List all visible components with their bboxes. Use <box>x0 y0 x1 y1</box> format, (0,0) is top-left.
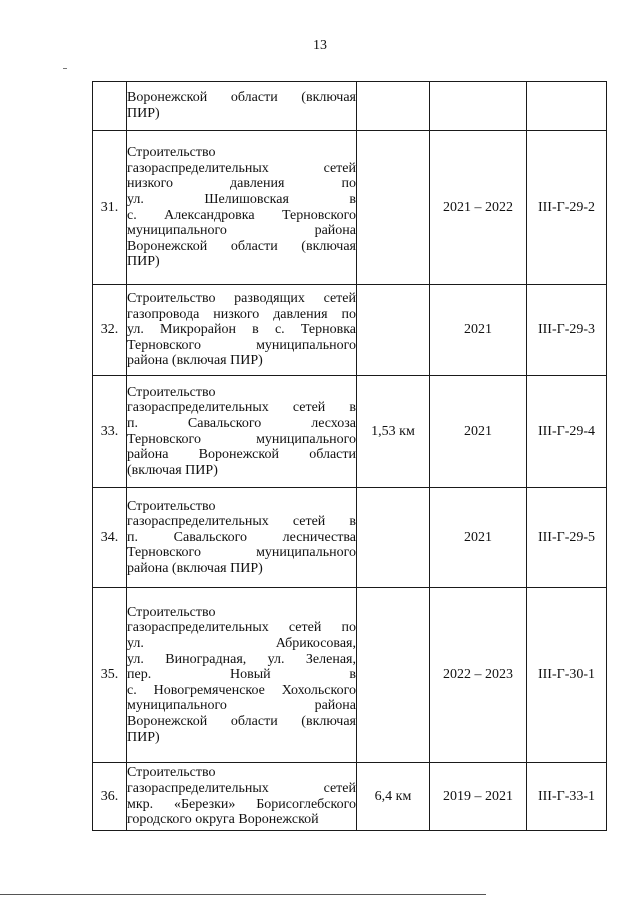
project-length <box>357 285 430 376</box>
description-line: Воронежской области (включая <box>127 238 356 254</box>
description-line: газораспределительных сетей <box>127 160 356 176</box>
project-years: 2021 – 2022 <box>430 131 527 285</box>
project-description <box>127 588 357 763</box>
description-line: городского округа Воронежской <box>127 812 319 828</box>
description-line: с. Новогремяченское Хохольского <box>127 682 356 698</box>
project-length <box>357 131 430 285</box>
row-number: 31. <box>93 131 127 285</box>
project-length <box>357 488 430 588</box>
row-number: 33. <box>93 376 127 488</box>
project-description <box>127 285 357 376</box>
description-line: района Воронежской области <box>127 447 356 463</box>
row-number: 34. <box>93 488 127 588</box>
row-number: 35. <box>93 588 127 763</box>
project-description <box>127 131 357 285</box>
project-code: III-Г-33-1 <box>527 763 607 831</box>
row-number: 36. <box>93 763 127 831</box>
projects-table <box>92 81 607 831</box>
description-line: низкого давления по <box>127 176 356 192</box>
project-code: III-Г-29-5 <box>527 488 607 588</box>
description-line: газораспределительных сетей в <box>127 514 356 530</box>
description-line: газораспределительных сетей в <box>127 400 356 416</box>
description-line: Воронежской области (включая <box>127 713 356 729</box>
row-number <box>93 82 127 131</box>
stray-mark <box>63 68 67 69</box>
description-line: с. Александровка Терновского <box>127 207 356 223</box>
table-row <box>93 82 607 131</box>
table-row <box>93 285 607 376</box>
description-line: ПИР) <box>127 254 160 270</box>
description-line: Строительство разводящих сетей <box>127 291 356 307</box>
description-line: Воронежской области (включая <box>127 90 356 106</box>
description-line: пер. Новый в <box>127 667 356 683</box>
description-line: газораспределительных сетей по <box>127 620 356 636</box>
description-line: района (включая ПИР) <box>127 560 263 576</box>
project-description <box>127 376 357 488</box>
description-line: мкр. «Березки» Борисоглебского <box>127 796 356 812</box>
description-line: Терновского муниципального <box>127 545 356 561</box>
description-line: муниципального района <box>127 698 356 714</box>
project-years: 2021 <box>430 488 527 588</box>
description-line: п. Савальского лесхоза <box>127 415 356 431</box>
bottom-rule <box>0 894 486 895</box>
table-row <box>93 588 607 763</box>
description-line: ул. Микрорайон в с. Терновка <box>127 322 356 338</box>
project-code: III-Г-29-3 <box>527 285 607 376</box>
project-length: 1,53 км <box>357 376 430 488</box>
project-length <box>357 588 430 763</box>
table-row <box>93 131 607 285</box>
project-years: 2021 <box>430 285 527 376</box>
description-line: района (включая ПИР) <box>127 353 263 369</box>
project-years <box>430 82 527 131</box>
project-description <box>127 82 357 131</box>
description-line: ул. Абрикосовая, <box>127 636 356 652</box>
description-line: п. Савальского лесничества <box>127 529 356 545</box>
project-years: 2022 – 2023 <box>430 588 527 763</box>
description-line: ПИР) <box>127 729 160 745</box>
description-line: (включая ПИР) <box>127 462 218 478</box>
description-line: муниципального района <box>127 223 356 239</box>
project-length: 6,4 км <box>357 763 430 831</box>
description-line: Строительство <box>127 765 216 781</box>
project-code: III-Г-29-4 <box>527 376 607 488</box>
project-code: III-Г-29-2 <box>527 131 607 285</box>
description-line: Строительство <box>127 384 216 400</box>
description-line: Строительство <box>127 145 216 161</box>
description-line: Терновского муниципального <box>127 431 356 447</box>
description-line: ПИР) <box>127 106 160 121</box>
table-row <box>93 376 607 488</box>
project-code: III-Г-30-1 <box>527 588 607 763</box>
page-number: 13 <box>313 38 327 53</box>
description-line: газопровода низкого давления по <box>127 306 356 322</box>
project-description <box>127 763 357 831</box>
project-years: 2019 – 2021 <box>430 763 527 831</box>
project-description <box>127 488 357 588</box>
description-line: Строительство <box>127 604 216 620</box>
description-line: газораспределительных сетей <box>127 780 356 796</box>
description-line: ул. Виноградная, ул. Зеленая, <box>127 651 356 667</box>
description-line: Строительство <box>127 498 216 514</box>
description-line: Терновского муниципального <box>127 337 356 353</box>
project-code <box>527 82 607 131</box>
project-length <box>357 82 430 131</box>
description-line: ул. Шелишовская в <box>127 191 356 207</box>
table-row <box>93 488 607 588</box>
row-number: 32. <box>93 285 127 376</box>
project-years: 2021 <box>430 376 527 488</box>
table-row <box>93 763 607 831</box>
